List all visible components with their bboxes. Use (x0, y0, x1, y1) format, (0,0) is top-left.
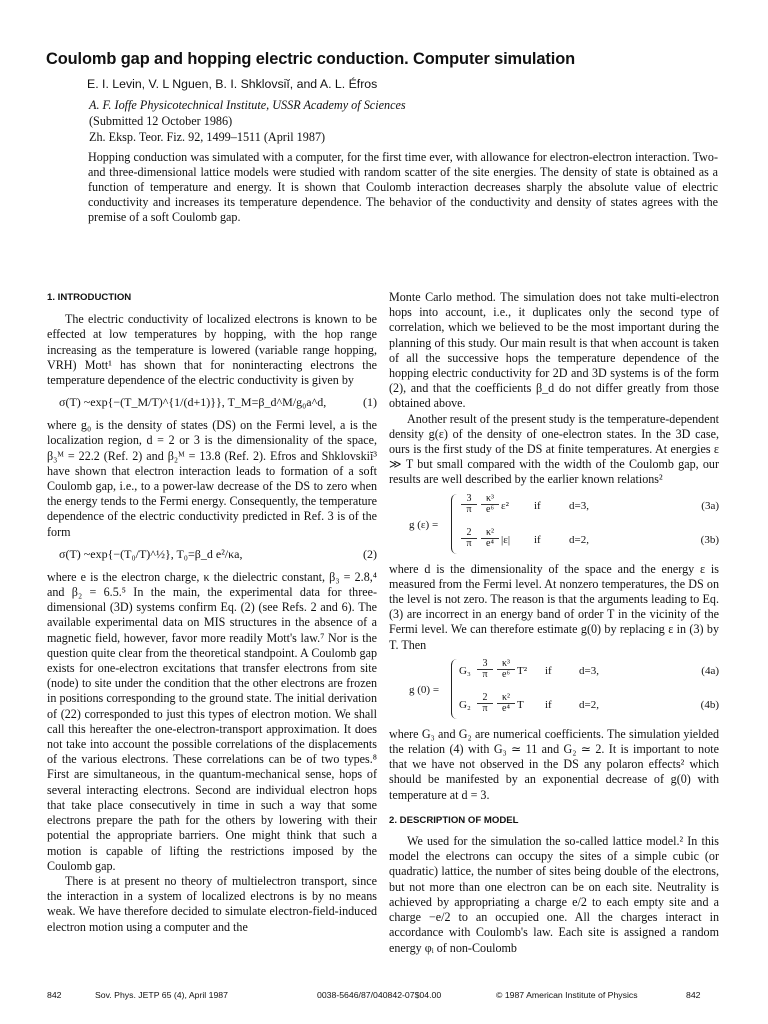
equation-coefficient: G₃ (459, 664, 471, 677)
equation-2 (47, 543, 377, 567)
fraction: $\frac{\text{κ²}}{\text{e⁴}}$ (497, 693, 515, 714)
fraction: $\frac{3}{\pi}$ (477, 659, 493, 680)
equation-body: σ(T) ~exp{−(T_M/T)^{1/(d+1)}}, T_M=β_d^M/g₀a^d, (59, 395, 327, 410)
equation-3 (389, 492, 719, 558)
fraction: $\frac{\text{κ³}}{\text{e⁶}}$ (481, 494, 499, 515)
equation-number: (4a) (701, 664, 719, 677)
equation-condition: d=2, (569, 533, 589, 546)
equation-condition: if (534, 499, 541, 512)
paragraph: where e is the electron charge, κ the dielectric constant, β₃ = 2.8,⁴ and β₂ = 6.5.⁵ In the main, the experimental data for three-dimensional (3D) systems confirm Eq. (2) (see Refs. 2 and 6). The available experimental data on MIS structures in the absence of a magnetic field, however, favor more readily Mott's law.⁷ Nor is the question quite clear from the theoretical standpoint. A Coulomb gap exists for one-electron excitations that transfer electrons from site (node) to site under the condition that the other electrons are frozen in positions corresponding to the ground state. The initial derivation of (22) corresponded to just this types of electron motion. We shall call this hereafter the one-electron-transport approximation. It does not take into account the possible correlations of the displacements of the various electrons. These correlations can be of two types.⁸ First are simultaneous, in the quantum-mechanical sense, hops of several interacting electrons. Second are individual electron hops that take place consecutively in time in such a way that some electrons prepare the path for the others by lowering with their potential the appropriate barriers. One might think that such a motion is capable of lifting the restrictions imposed by the Coulomb gap. (47, 569, 377, 873)
left-brace (451, 494, 458, 554)
submission-date: (Submitted 12 October 1986) (89, 114, 233, 128)
paragraph: where g₀ is the density of states (DS) on the Fermi level, a is the localization region, d = 2 or 3 is the dimensionality of the space, β₃ᴹ = 22.2 (Ref. 2) and β₂ᴹ = 13.8 (Ref. 2). Efros and Shklovskiĭ³ have shown that electron interaction leads to formation of a soft Coulomb gap, i.e., to a power-law decrease of the DS to zero when the energy tends to the Fermi energy. Consequently, the temperature dependence of the electric conductivity predicted in Ref. 3 is of the form (47, 418, 377, 539)
fraction: $\frac{2}{\pi}$ (477, 693, 493, 714)
author-list: E. I. Levin, V. L Nguen, B. I. Shklovsiĭ, and A. L. Éfros (87, 77, 378, 91)
journal-reference: Zh. Eksp. Teor. Fiz. 92, 1499–1511 (April 1987) (89, 130, 326, 144)
left-brace (451, 659, 458, 719)
equation-condition: if (545, 664, 552, 677)
paragraph: We used for the simulation the so-called lattice model.² In this model the electrons can occupy the sites of a simple cubic (or quadratic) lattice, the number of sites being double of the electrons, but not more than one electron can be on each site. Neutrality is achieved by appropriating a charge e/2 to each empty site and a charge −e/2 to an occupied one. All the charges interact in accordance with Coulomb's law. Each site is assigned a random energy φᵢ of non-Coulomb (389, 834, 719, 955)
equation-condition: d=3, (579, 664, 599, 677)
copyright-notice: © 1987 American Institute of Physics (496, 990, 638, 1000)
paragraph: where d is the dimensionality of the space and the energy ε is measured from the Fermi level. At nonzero temperatures, the DS on the level is not zero. The reason is that the arguments leading to Eq. (3) are incorrect in an energy band of order T in the vicinity of the Fermi level. We can therefore estimate g(0) by replacing ε in (3) by T. Then (389, 561, 719, 652)
right-column (389, 290, 719, 956)
equation-condition: if (545, 698, 552, 711)
equation-number: (3b) (700, 533, 719, 546)
paragraph: The electric conductivity of localized electrons is known to be effected at low temperatures by hopping, with the hop range increasing as the temperature is lowered (variable range hopping, VRH) Mott¹ has shown that for noninteracting electrons the temperature dependence of the electric conductivity is given by (47, 312, 377, 388)
equation-term: T (517, 698, 524, 711)
article-code: 0038-5646/87/040842-07$04.00 (317, 990, 442, 1000)
fraction: $\frac{\text{κ³}}{\text{e⁶}}$ (497, 659, 515, 680)
equation-number: (3a) (701, 499, 719, 512)
equation-number: (2) (363, 546, 377, 561)
equation-coefficient: G₂ (459, 698, 471, 711)
section-heading-model: 2. DESCRIPTION OF MODEL (389, 814, 519, 826)
page-number-left: 842 (47, 990, 62, 1000)
abstract: Hopping conduction was simulated with a computer, for the first time ever, with allowance for electron-electron interaction. Two- and three-dimensional lattice models were studied with random scatter of the site energies. The density of state is obtained as a function of temperature and energy. It is shown that Coulomb interaction decreases sharply the absolute value of electric conductivity and increases its temperature dependence. The behavior of the conductivity and density of states agrees with the premise of a soft Coulomb gap. (88, 150, 718, 225)
equation-4 (389, 657, 719, 723)
paragraph: There is at present no theory of multielectron transport, since the interaction in a system of localized electrons is by no means weak. We have therefore decided to simulate electron-field-induced electron motion using a computer and the (47, 873, 377, 934)
paragraph: Another result of the present study is the temperature-dependent density g(ε) of the density of one-electron states. In the 3D case, ours is the first study of the DS at finite temperatures. At energies ε ≫ T but small compared with the width of the Coulomb gap, our results are well described by the earlier known relations² (389, 411, 719, 487)
equation-condition: d=3, (569, 499, 589, 512)
equation-body: σ(T) ~exp{−(T₀/T)^½}, T₀=β_d e²/κa, (59, 546, 243, 561)
equation-term: T² (517, 664, 528, 677)
equation-lhs: g (ε) = (409, 518, 439, 531)
affiliation-block (89, 97, 406, 145)
journal-issue: Sov. Phys. JETP 65 (4), April 1987 (95, 990, 228, 1000)
fraction: $\frac{3}{\pi}$ (461, 494, 477, 515)
equation-lhs: g (0) = (409, 683, 440, 696)
equation-1 (47, 391, 377, 415)
paper-title: Coulomb gap and hopping electric conduction. Computer simulation (46, 50, 576, 68)
fraction: $\frac{\text{κ²}}{\text{e⁴}}$ (481, 528, 499, 549)
fraction: $\frac{2}{\pi}$ (461, 528, 477, 549)
institution: A. F. Ioffe Physicotechnical Institute, USSR Academy of Sciences (89, 98, 406, 112)
section-heading-introduction: 1. INTRODUCTION (47, 292, 132, 303)
paragraph: where G₃ and G₂ are numerical coefficients. The simulation yielded the relation (4) with G₃ ≃ 11 and G₂ ≃ 2. It is important to note that we have not observed in the DS any polaron effects² which should be manifested by an exponential decrease of g(0) with temperature at d = 3. (389, 726, 719, 802)
equation-condition: if (534, 533, 541, 546)
left-column (47, 290, 377, 935)
equation-term: ε² (501, 499, 509, 512)
page-number-right: 842 (686, 990, 701, 1000)
equation-number: (1) (363, 395, 377, 410)
paragraph: Monte Carlo method. The simulation does not take multi-electron hops into account, i.e., it duplicates only the second type of correlation, which we believed to be the most important during the planning of this study. Our main result is that when account is taken of all the successive hops the temperature dependence of the hopping electric conductivity for 2D and 3D systems is of the form (2), and that the coefficients β_d do not differ greatly from those obtained above. (389, 290, 719, 411)
equation-condition: d=2, (579, 698, 599, 711)
equation-term: |ε| (501, 533, 511, 546)
equation-number: (4b) (700, 698, 719, 711)
